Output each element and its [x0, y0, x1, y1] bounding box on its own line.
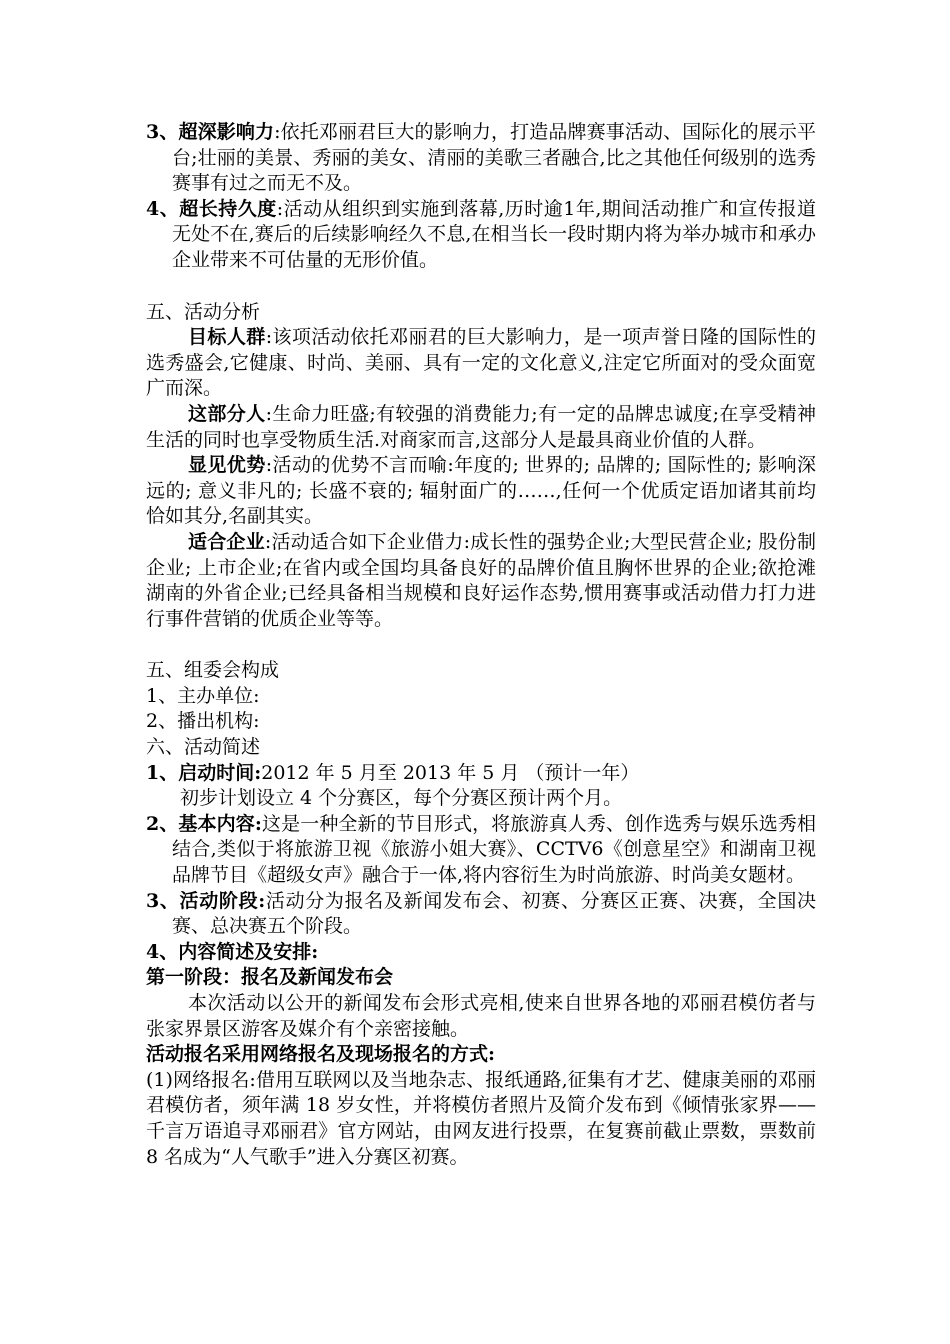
- analysis-para-3-label: 显见优势: [188, 454, 266, 477]
- committee-line-2: 2、播出机构:: [146, 710, 260, 733]
- analysis-para-1: [146, 325, 816, 402]
- analysis-para-2-text: :生命力旺盛;有较强的消费能力;有一定的品牌忠诚度;在享受精神生活的同时也享受物质生活.对商家而言,这部分人是最具商业价值的人群。: [146, 402, 816, 451]
- item-4-text: :活动从组织到实施到落幕,历时逾1年,期间活动推广和宣传报道无处不在,赛后的后续影响经久不息,在相当长一段时期内将为举办城市和承办企业带来不可估量的无形价值。: [172, 197, 816, 271]
- analysis-para-3: [146, 453, 816, 530]
- start-time-label: 1、启动时间:: [146, 761, 262, 784]
- signup-heading: 活动报名采用网络报名及现场报名的方式:: [146, 1043, 496, 1066]
- basic-content-text: 这是一种全新的节目形式，将旅游真人秀、创作选秀与娱乐选秀相结合,类似于将旅游卫视《旅游小姐大赛》、CCTV6《创意星空》和湖南卫视品牌节目《超级女声》融合于一体,将内容衍生为时尚旅游、时尚美女题材。: [172, 812, 816, 887]
- analysis-para-1-text: :该项活动依托邓丽君的巨大影响力，是一项声誉日隆的国际性的选秀盛会,它健康、时尚、美丽、具有一定的文化意义,注定它所面对的受众面宽广而深。: [146, 326, 816, 400]
- analysis-heading: 五、活动分析: [146, 300, 261, 323]
- basic-content-label: 2、基本内容:: [146, 812, 262, 835]
- activity-stages-text: 活动分为报名及新闻发布会、初赛、分赛区正赛、决赛，全国决赛、总决赛五个阶段。: [172, 889, 816, 938]
- committee-heading: 五、组委会构成: [146, 659, 280, 682]
- phase-1-heading: 第一阶段：报名及新闻发布会: [146, 966, 394, 989]
- basic-content: [146, 812, 816, 889]
- item-3: [146, 120, 816, 197]
- analysis-para-4: [146, 530, 816, 632]
- analysis-para-2: [146, 402, 816, 453]
- analysis-para-4-text: :活动适合如下企业借力:成长性的强势企业;大型民营企业; 股份制企业; 上市企业;在省内或全国均具备良好的品牌价值且胸怀世界的企业;欲抢滩湖南的外省企业;已经具备相当规模和良好运作态势,惯用赛事或活动借力打力进行事件营销的优质企业等等。: [146, 530, 816, 630]
- overview-heading: 六、活动简述: [146, 736, 261, 759]
- item-3-text: :依托邓丽君巨大的影响力，打造品牌赛事活动、国际化的展示平台;壮丽的美景、秀丽的美女、清丽的美歌三者融合,比之其他任何级别的选秀赛事有过之而无不及。: [172, 121, 816, 195]
- analysis-para-3-text: :活动的优势不言而喻:年度的; 世界的; 品牌的; 国际性的; 影响深远的; 意义非凡的; 长盛不衰的; 辐射面广的……,任何一个优质定语加诸其前均恰如其分,名副其实。: [146, 454, 816, 528]
- analysis-para-4-label: 适合企业: [188, 530, 265, 553]
- document-page: [146, 120, 816, 1170]
- analysis-para-1-label: 目标人群: [188, 326, 266, 349]
- start-time: [146, 761, 816, 787]
- analysis-para-2-label: 这部分人: [188, 402, 266, 425]
- item-4-label: 4、超长持久度: [146, 197, 277, 220]
- start-note: 初步计划设立 4 个分赛区，每个分赛区预计两个月。: [180, 787, 623, 810]
- activity-stages-label: 3、活动阶段:: [146, 889, 266, 912]
- item-3-label: 3、超深影响力: [146, 121, 275, 143]
- online-signup: (1)网络报名:借用互联网以及当地杂志、报纸通路,征集有才艺、健康美丽的邓丽君模仿者，须年满 18 岁女性，并将模仿者照片及简介发布到《倾情张家界——千言万语追寻邓丽君》官方网站，由网友进行投票，在复赛前截止票数，票数前 8 名成为“人气歌手”进入分赛区初赛。: [146, 1068, 816, 1168]
- item-4: [146, 197, 816, 274]
- committee-line-1: 1、主办单位:: [146, 684, 260, 707]
- activity-stages: [146, 889, 816, 940]
- arrangement-heading: 4、内容简述及安排:: [146, 940, 319, 963]
- start-time-text: 2012 年 5 月至 2013 年 5 月 （预计一年）: [261, 761, 640, 784]
- phase-1-text: 本次活动以公开的新闻发布会形式亮相,使来自世界各地的邓丽君模仿者与张家界景区游客及媒介有个亲密接触。: [146, 992, 816, 1040]
